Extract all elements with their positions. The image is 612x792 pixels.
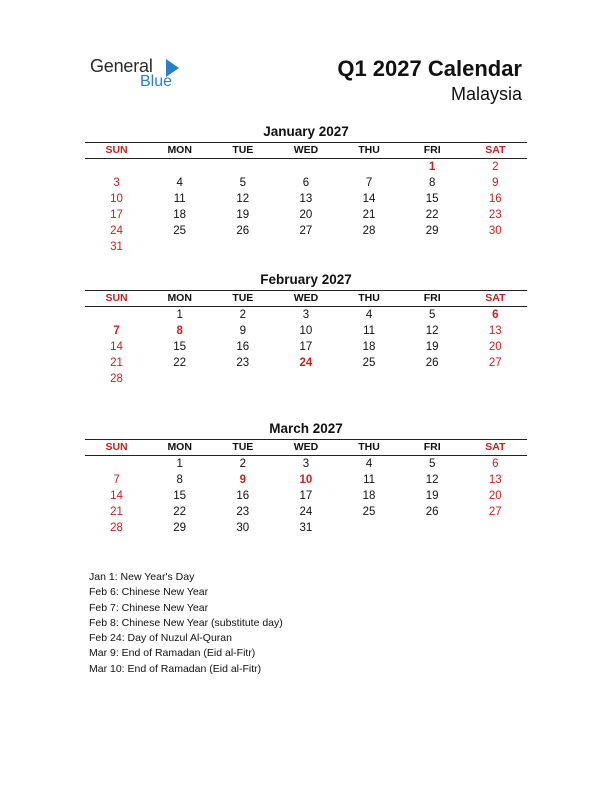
weekday-header-row <box>85 143 527 158</box>
holiday-entry: Feb 8: Chinese New Year (substitute day) <box>89 616 283 629</box>
day-cell: 17 <box>299 341 313 353</box>
day-cell: 16 <box>488 193 502 205</box>
day-cell: 15 <box>173 341 187 353</box>
weekday-label: SUN <box>105 292 128 304</box>
day-cell: 9 <box>239 474 247 486</box>
holiday-entry: Feb 7: Chinese New Year <box>89 601 209 614</box>
weekday-label: TUE <box>232 144 254 156</box>
weekday-label: SAT <box>485 292 506 304</box>
day-cell: 31 <box>110 241 123 253</box>
day-cell <box>401 371 464 387</box>
weekday-label: FRI <box>423 292 441 304</box>
day-cell: 7 <box>113 474 120 486</box>
day-cell: 30 <box>488 225 502 237</box>
holiday-entry: Mar 9: End of Ramadan (Eid al-Fitr) <box>89 647 256 660</box>
day-cell: 13 <box>488 325 502 337</box>
day-cell: 11 <box>173 193 186 205</box>
day-cell: 10 <box>299 474 313 486</box>
day-cell: 5 <box>428 309 436 321</box>
day-cell: 19 <box>425 341 439 353</box>
day-cell: 11 <box>363 325 376 337</box>
week-row <box>85 159 527 175</box>
day-cell: 6 <box>492 309 499 321</box>
week-row <box>85 239 527 255</box>
day-cell: 27 <box>299 225 313 237</box>
day-cell: 18 <box>173 209 187 221</box>
day-cell: 25 <box>362 357 376 369</box>
day-cell: 21 <box>110 506 123 518</box>
holiday-entry: Mar 10: End of Ramadan (Eid al-Fitr) <box>89 662 262 675</box>
day-cell: 8 <box>176 474 183 486</box>
day-cell: 28 <box>362 225 376 237</box>
weekday-label: MON <box>167 292 192 304</box>
day-cell: 2 <box>492 161 499 173</box>
generalblue-logo <box>90 56 200 92</box>
day-cell: 15 <box>425 193 439 205</box>
day-cell: 1 <box>176 458 183 470</box>
month-name: February 2027 <box>260 272 352 287</box>
day-cell <box>274 159 337 175</box>
day-cell: 29 <box>425 225 439 237</box>
holiday-entry: Feb 24: Day of Nuzul Al-Quran <box>89 632 232 645</box>
day-cell: 22 <box>425 209 439 221</box>
day-cell <box>338 520 401 536</box>
day-cell <box>274 371 337 387</box>
day-cell: 13 <box>488 474 502 486</box>
weekday-label: MON <box>167 144 192 156</box>
week-row <box>85 223 527 239</box>
day-cell: 18 <box>362 341 376 353</box>
weekday-label: WED <box>293 144 319 156</box>
day-cell <box>274 239 337 255</box>
weekday-label: THU <box>358 441 380 453</box>
day-cell: 3 <box>302 309 310 321</box>
day-cell: 12 <box>425 325 439 337</box>
day-cell: 21 <box>362 209 376 221</box>
week-row <box>85 520 527 536</box>
holiday-entry: Jan 1: New Year's Day <box>89 571 195 583</box>
day-cell <box>338 159 401 175</box>
day-cell <box>85 456 148 472</box>
weekday-label: WED <box>293 441 319 453</box>
weekday-label: TUE <box>232 441 254 453</box>
day-cell: 23 <box>488 209 502 221</box>
day-cell <box>148 159 211 175</box>
day-cell: 29 <box>173 522 187 534</box>
day-cell <box>464 520 527 536</box>
day-cell: 4 <box>176 177 183 189</box>
day-cell: 10 <box>299 325 313 337</box>
day-cell: 14 <box>110 490 123 502</box>
holiday-entry: Feb 6: Chinese New Year <box>89 586 209 599</box>
day-cell: 17 <box>110 209 123 221</box>
day-cell: 31 <box>299 522 313 534</box>
day-cell <box>338 371 401 387</box>
day-cell: 23 <box>236 506 250 518</box>
day-cell <box>401 239 464 255</box>
day-cell <box>148 371 211 387</box>
day-cell: 13 <box>299 193 313 205</box>
day-cell: 10 <box>110 193 123 205</box>
month-name: January 2027 <box>263 124 349 139</box>
logo-text-general: General <box>90 56 153 76</box>
day-cell <box>211 239 274 255</box>
day-cell: 4 <box>365 309 373 321</box>
month-january <box>85 122 527 255</box>
week-row <box>85 175 527 191</box>
day-cell: 8 <box>428 177 436 189</box>
weekday-label: SUN <box>105 144 128 156</box>
day-cell <box>211 371 274 387</box>
day-cell: 20 <box>299 209 313 221</box>
logo-text-blue: Blue <box>140 73 173 90</box>
day-cell <box>338 239 401 255</box>
day-cell: 3 <box>302 458 310 470</box>
week-row <box>85 339 527 355</box>
day-cell <box>401 520 464 536</box>
week-row <box>85 371 527 387</box>
day-cell <box>148 239 211 255</box>
week-row <box>85 472 527 488</box>
day-cell <box>85 159 148 175</box>
day-cell: 24 <box>299 357 313 369</box>
day-cell: 9 <box>492 177 499 189</box>
page-title: Q1 2027 Calendar <box>337 56 522 81</box>
day-cell: 11 <box>363 474 376 486</box>
day-cell: 24 <box>110 225 123 237</box>
day-cell: 8 <box>176 325 183 337</box>
day-cell: 12 <box>425 474 439 486</box>
weekday-label: FRI <box>423 441 441 453</box>
day-cell: 22 <box>173 506 187 518</box>
week-row <box>85 355 527 371</box>
day-cell: 16 <box>236 341 250 353</box>
day-cell: 14 <box>110 341 123 353</box>
day-cell: 2 <box>239 458 247 470</box>
day-cell: 26 <box>425 506 439 518</box>
day-cell: 24 <box>299 506 313 518</box>
day-cell: 21 <box>110 357 123 369</box>
weekday-header-row <box>85 440 527 455</box>
day-cell: 25 <box>173 225 187 237</box>
day-cell: 6 <box>302 177 310 189</box>
month-march <box>85 419 527 536</box>
month-february <box>85 270 527 387</box>
day-cell <box>211 159 274 175</box>
day-cell: 5 <box>428 458 436 470</box>
day-cell: 17 <box>299 490 313 502</box>
day-cell: 9 <box>239 325 247 337</box>
week-row <box>85 307 527 323</box>
country-name: Malaysia <box>450 84 522 104</box>
week-row <box>85 504 527 520</box>
day-cell: 12 <box>236 193 250 205</box>
day-cell: 27 <box>488 357 502 369</box>
day-cell: 30 <box>236 522 250 534</box>
week-row <box>85 456 527 472</box>
month-name: March 2027 <box>269 421 343 436</box>
day-cell <box>464 371 527 387</box>
day-cell: 1 <box>176 309 183 321</box>
day-cell: 25 <box>362 506 376 518</box>
day-cell: 20 <box>488 490 502 502</box>
day-cell: 28 <box>110 373 123 385</box>
weekday-label: MON <box>167 441 192 453</box>
weekday-label: SAT <box>485 144 506 156</box>
weekday-label: WED <box>293 292 319 304</box>
day-cell <box>464 239 527 255</box>
day-cell: 26 <box>236 225 250 237</box>
week-row <box>85 488 527 504</box>
day-cell: 2 <box>239 309 247 321</box>
day-cell: 28 <box>110 522 123 534</box>
day-cell: 19 <box>425 490 439 502</box>
day-cell: 14 <box>362 193 376 205</box>
weekday-label: THU <box>358 144 380 156</box>
day-cell: 7 <box>365 177 373 189</box>
weekday-label: TUE <box>232 292 254 304</box>
day-cell: 22 <box>173 357 187 369</box>
weekday-label: THU <box>358 292 380 304</box>
day-cell: 23 <box>236 357 250 369</box>
day-cell: 16 <box>236 490 250 502</box>
day-cell: 18 <box>362 490 376 502</box>
weekday-label: SUN <box>105 441 128 453</box>
day-cell: 15 <box>173 490 187 502</box>
day-cell: 6 <box>492 458 499 470</box>
week-row <box>85 323 527 339</box>
day-cell: 20 <box>488 341 502 353</box>
week-row <box>85 191 527 207</box>
day-cell: 7 <box>113 325 120 337</box>
day-cell: 1 <box>428 161 436 173</box>
holiday-list <box>89 570 283 677</box>
weekday-header-row <box>85 291 527 306</box>
day-cell <box>85 307 148 323</box>
day-cell: 5 <box>239 177 247 189</box>
day-cell: 4 <box>365 458 373 470</box>
day-cell: 27 <box>488 506 502 518</box>
weekday-label: SAT <box>485 441 506 453</box>
day-cell: 3 <box>113 177 120 189</box>
week-row <box>85 207 527 223</box>
day-cell: 26 <box>425 357 439 369</box>
day-cell: 19 <box>236 209 250 221</box>
weekday-label: FRI <box>423 144 441 156</box>
